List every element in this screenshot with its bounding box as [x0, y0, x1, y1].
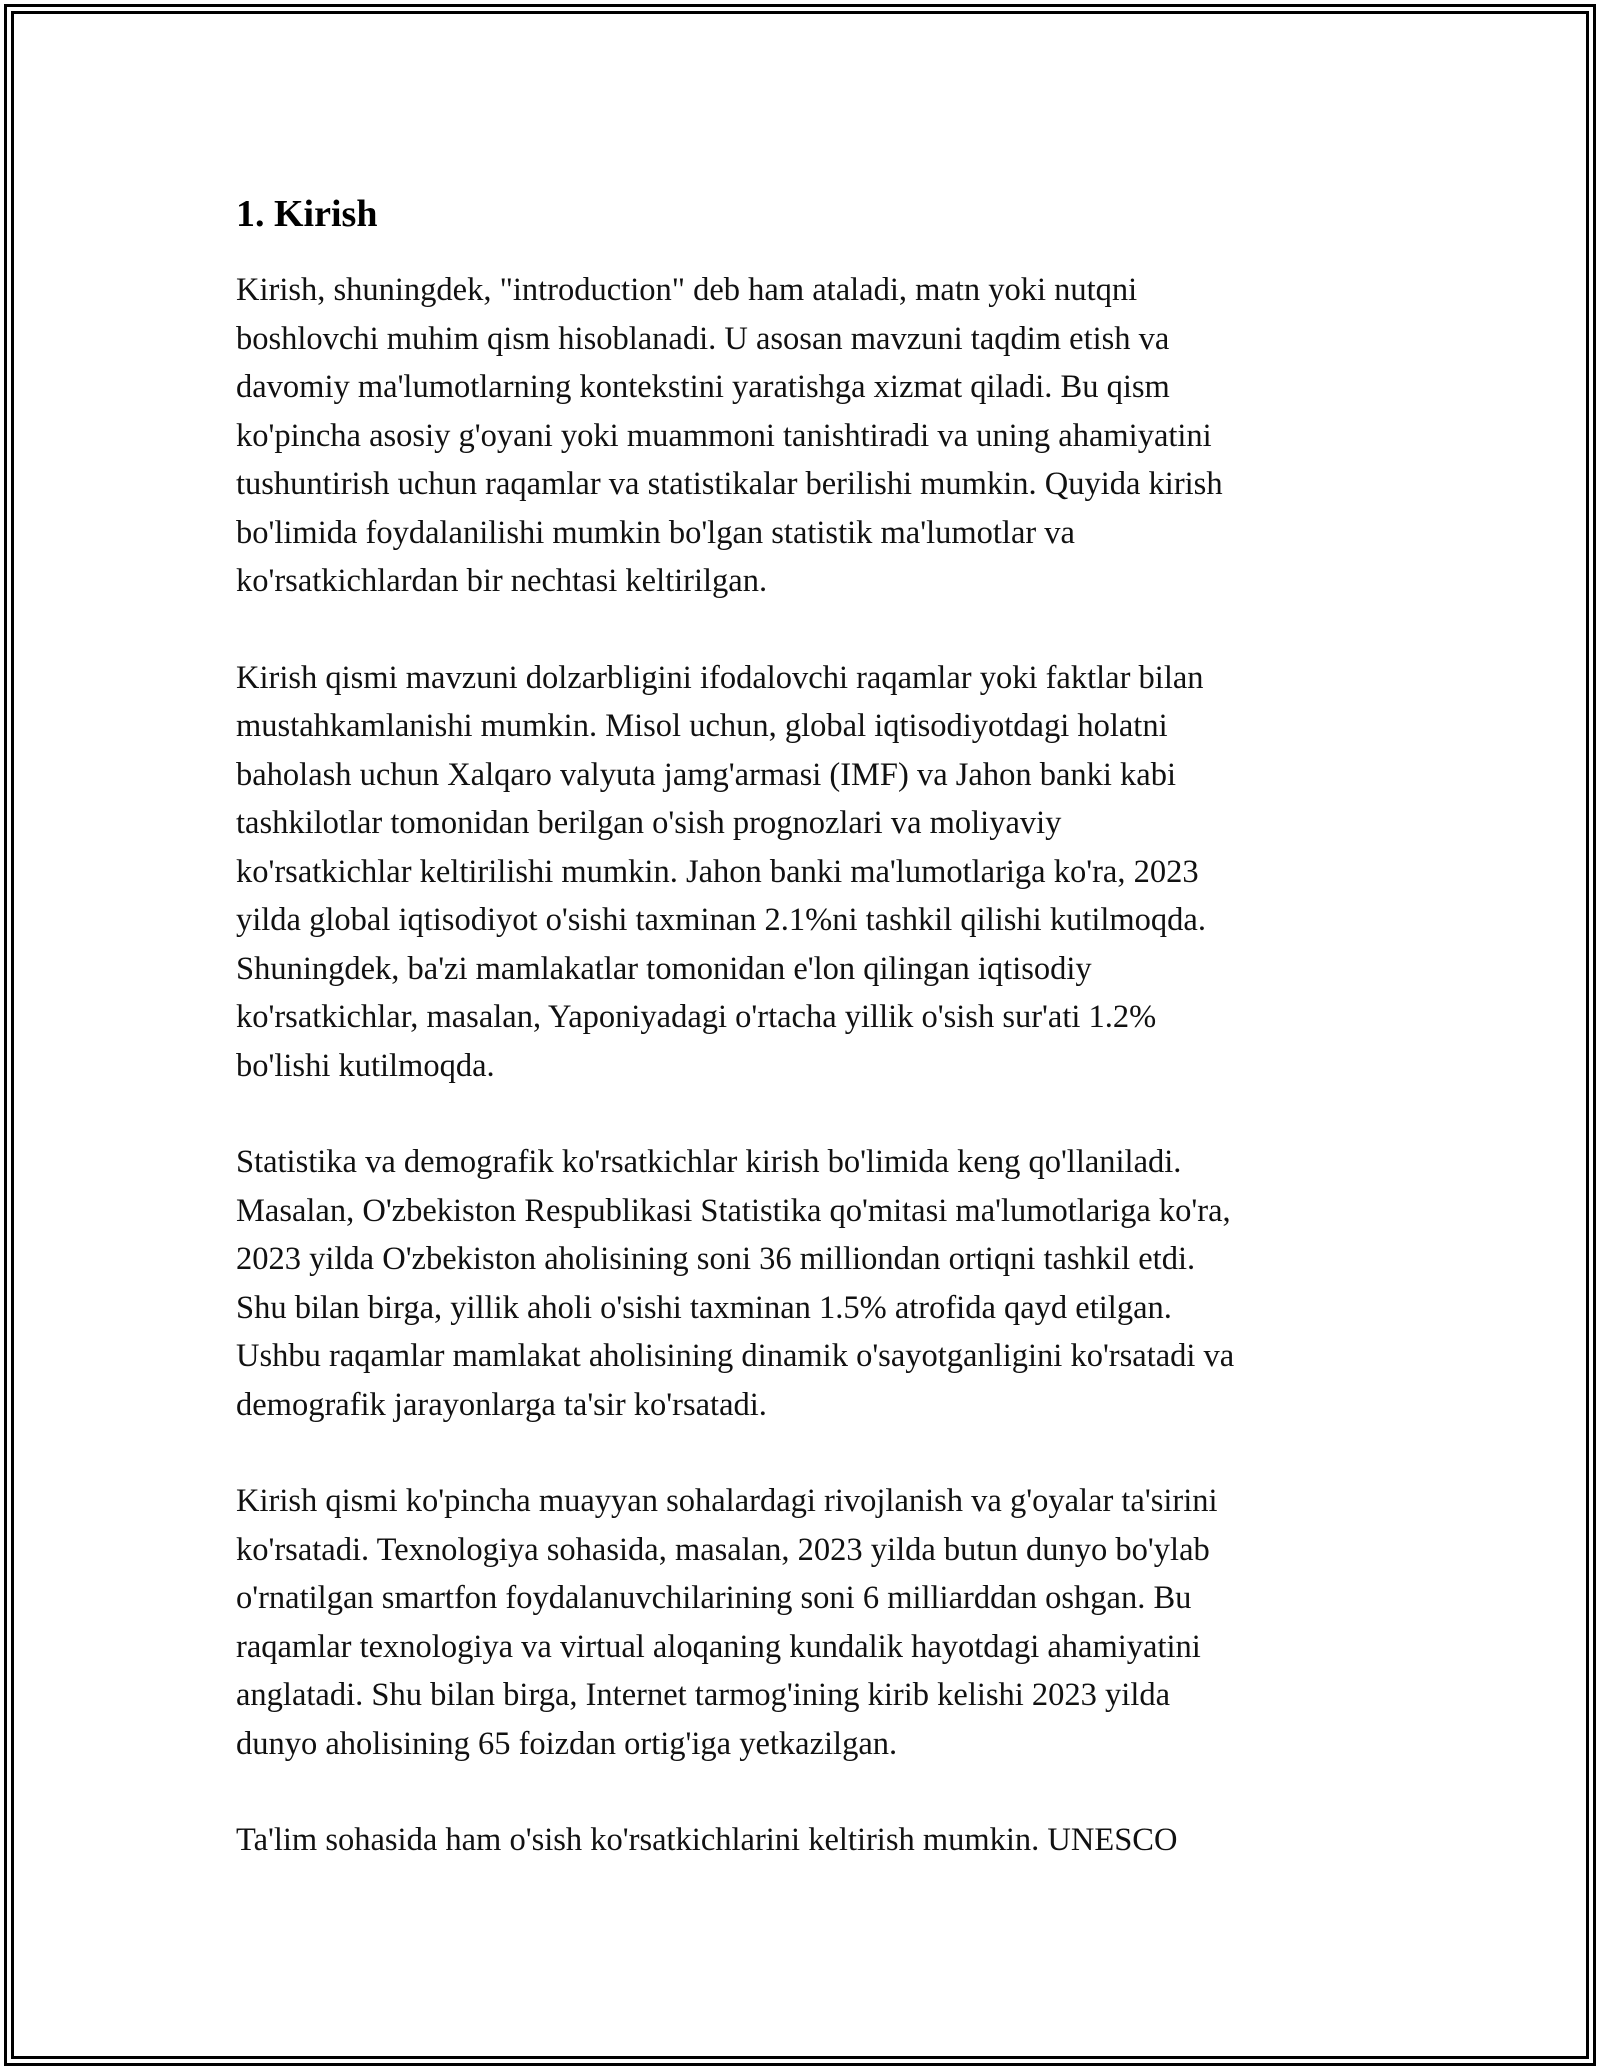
paragraph-line: o'rnatilgan smartfon foydalanuvchilarining soni 6 milliarddan oshgan. Bu — [236, 1580, 1192, 1616]
paragraph-line: yilda global iqtisodiyot o'sishi taxminan 2.1%ni tashkil qilishi kutilmoqda. — [236, 902, 1206, 938]
paragraph — [236, 1138, 1386, 1429]
paragraph — [236, 266, 1386, 606]
paragraph-line: boshlovchi muhim qism hisoblanadi. U asosan mavzuni taqdim etish va — [236, 320, 1170, 357]
paragraph-line: 2023 yilda O'zbekiston aholisining soni 36 milliondan ortiqni tashkil etdi. — [236, 1241, 1196, 1277]
paragraph-line: Kirish qismi ko'pincha muayyan sohalardagi rivojlanish va g'oyalar ta'sirini — [236, 1483, 1218, 1519]
paragraph-line: Shuningdek, ba'zi mamlakatlar tomonidan e'lon qilingan iqtisodiy — [236, 950, 1092, 987]
paragraph-line: Statistika va demografik ko'rsatkichlar kirish bo'limida keng qo'llaniladi. — [236, 1144, 1182, 1180]
paragraph-line: Shu bilan birga, yillik aholi o'sishi taxminan 1.5% atrofida qayd etilgan. — [236, 1289, 1172, 1326]
paragraph-line: Kirish, shuningdek, "introduction" deb ham ataladi, matn yoki nutqni — [236, 272, 1138, 308]
paragraph-line: Ushbu raqamlar mamlakat aholisining dinamik o'sayotganligini ko'rsatadi va — [236, 1338, 1235, 1374]
paragraph-line: bo'lishi kutilmoqda. — [236, 1047, 495, 1084]
paragraph-line: ko'pincha asosiy g'oyani yoki muammoni tanishtiradi va uning ahamiyatini — [236, 417, 1212, 454]
paragraph-line: demografik jarayonlarga ta'sir ko'rsatadi. — [236, 1386, 767, 1423]
paragraph-list — [236, 266, 1386, 1865]
paragraph-line: ko'rsatkichlar, masalan, Yaponiyadagi o'rtacha yillik o'sish sur'ati 1.2% — [236, 999, 1157, 1035]
paragraph-line: baholash uchun Xalqaro valyuta jamg'armasi (IMF) va Jahon banki kabi — [236, 756, 1176, 793]
paragraph-line: Masalan, O'zbekiston Respublikasi Statistika qo'mitasi ma'lumotlariga ko'ra, — [236, 1192, 1231, 1229]
paragraph-line: ko'rsatkichlardan bir nechtasi keltirilgan. — [236, 563, 768, 599]
paragraph-line: bo'limida foydalanilishi mumkin bo'lgan statistik ma'lumotlar va — [236, 514, 1075, 551]
paragraph-line: dunyo aholisining 65 foizdan ortig'iga yetkazilgan. — [236, 1725, 898, 1762]
paragraph-line: ko'rsatkichlar keltirilishi mumkin. Jahon banki ma'lumotlariga ko'ra, 2023 — [236, 853, 1199, 890]
paragraph — [236, 1477, 1386, 1768]
paragraph-line: tushuntirish uchun raqamlar va statistikalar berilishi mumkin. Quyida kirish — [236, 466, 1223, 502]
document-body — [236, 190, 1386, 1913]
paragraph-line: anglatadi. Shu bilan birga, Internet tarmog'ining kirib kelishi 2023 yilda — [236, 1677, 1171, 1713]
section-heading: 1. Kirish — [236, 193, 378, 235]
paragraph-line: tashkilotlar tomonidan berilgan o'sish prognozlari va moliyaviy — [236, 805, 1062, 841]
paragraph — [236, 654, 1386, 1091]
paragraph-line: Kirish qismi mavzuni dolzarbligini ifodalovchi raqamlar yoki faktlar bilan — [236, 659, 1204, 696]
paragraph — [236, 1816, 1386, 1865]
paragraph-line: mustahkamlanishi mumkin. Misol uchun, global iqtisodiyotdagi holatni — [236, 708, 1168, 744]
paragraph-line: raqamlar texnologiya va virtual aloqaning kundalik hayotdagi ahamiyatini — [236, 1628, 1201, 1665]
paragraph-line: davomiy ma'lumotlarning kontekstini yaratishga xizmat qiladi. Bu qism — [236, 369, 1170, 405]
paragraph-line: Ta'lim sohasida ham o'sish ko'rsatkichlarini keltirish mumkin. UNESCO — [236, 1822, 1178, 1858]
paragraph-line: ko'rsatadi. Texnologiya sohasida, masalan, 2023 yilda butun dunyo bo'ylab — [236, 1531, 1210, 1568]
